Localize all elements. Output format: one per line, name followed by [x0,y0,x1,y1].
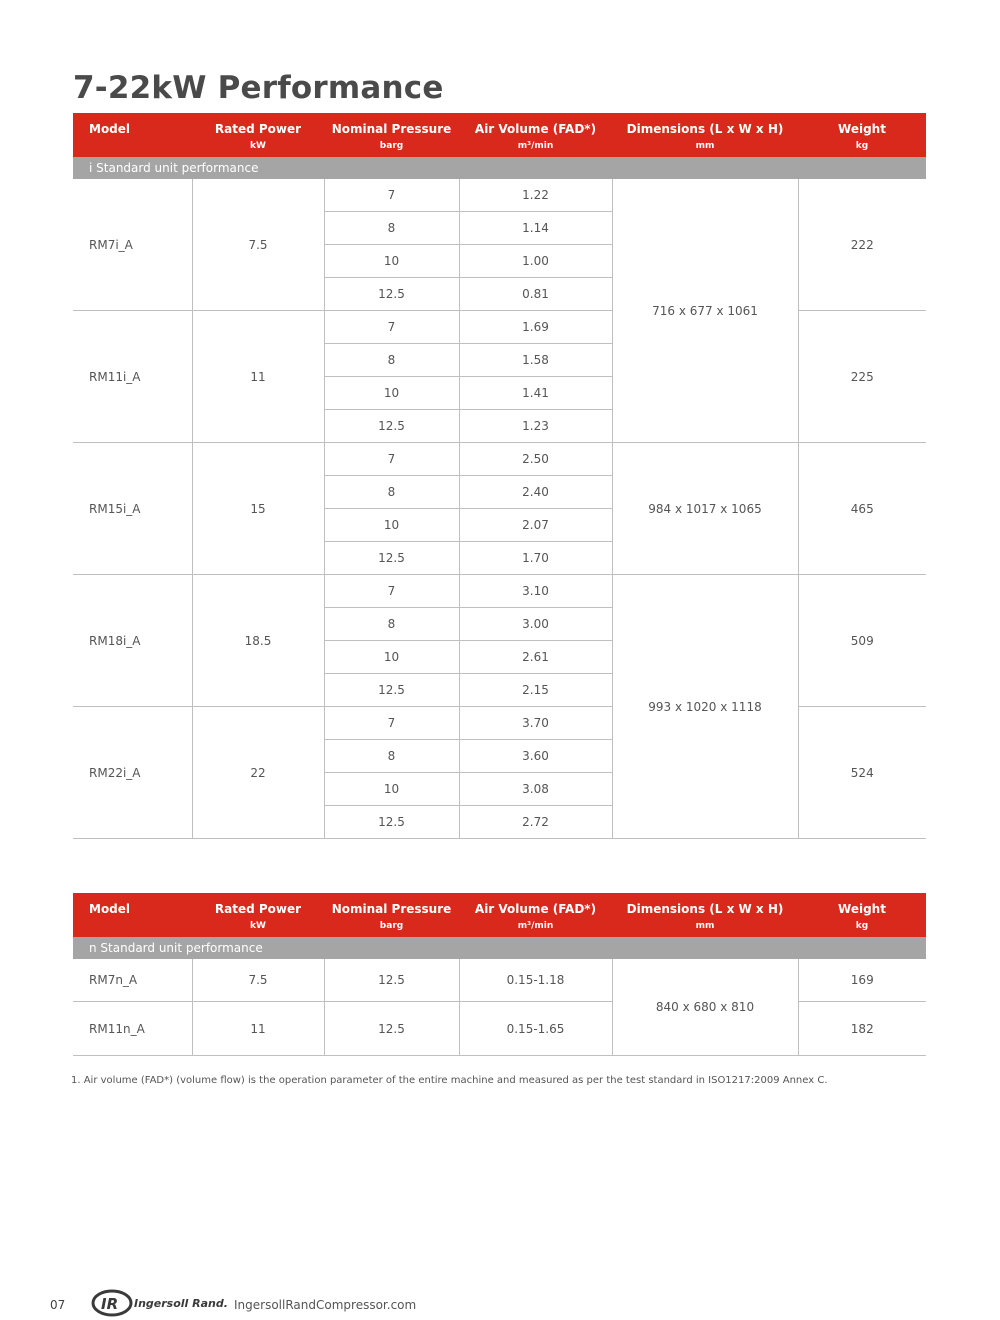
volume-cell: 1.58 [459,344,612,377]
volume-cell: 1.22 [459,179,612,212]
header-model: Model [73,113,192,157]
header-pressure: Nominal Pressure barg [324,113,459,157]
power-cell: 11 [192,1002,324,1056]
header-dimensions: Dimensions (L x W x H) mm [612,893,798,937]
volume-cell: 2.50 [459,443,612,476]
header-weight: Weight kg [798,113,926,157]
dimensions-cell: 716 x 677 x 1061 [612,179,798,443]
power-cell: 22 [192,707,324,839]
section-band: i Standard unit performance [73,157,926,179]
weight-cell: 225 [798,311,926,443]
ingersoll-rand-logo [90,1288,230,1318]
volume-cell: 2.72 [459,806,612,839]
pressure-cell: 7 [324,179,459,212]
volume-cell: 2.15 [459,674,612,707]
volume-cell: 1.23 [459,410,612,443]
volume-cell: 3.10 [459,575,612,608]
dimensions-cell: 840 x 680 x 810 [612,959,798,1056]
weight-cell: 465 [798,443,926,575]
volume-cell: 1.41 [459,377,612,410]
volume-cell: 1.70 [459,542,612,575]
pressure-cell: 10 [324,377,459,410]
table-row [73,443,926,476]
pressure-cell: 7 [324,443,459,476]
power-cell: 7.5 [192,959,324,1002]
volume-cell: 0.15-1.18 [459,959,612,1002]
volume-cell: 2.40 [459,476,612,509]
svg-text:IR: IR [101,1295,119,1313]
table-row [73,575,926,608]
volume-cell: 2.61 [459,641,612,674]
power-cell: 15 [192,443,324,575]
pressure-cell: 8 [324,608,459,641]
section-band: n Standard unit performance [73,937,926,959]
pressure-cell: 12.5 [324,542,459,575]
performance-table-n [73,893,926,1056]
model-cell: RM7n_A [73,959,192,1002]
pressure-cell: 12.5 [324,674,459,707]
model-cell: RM7i_A [73,179,192,311]
volume-cell: 2.07 [459,509,612,542]
pressure-cell: 12.5 [324,1002,459,1056]
pressure-cell: 7 [324,707,459,740]
header-air-volume: Air Volume (FAD*) m³/min [459,893,612,937]
footnote: 1. Air volume (FAD*) (volume flow) is the operation parameter of the entire machine and measured as per the test standard in ISO1217:2009 Annex C. [71,1075,828,1086]
pressure-cell: 7 [324,311,459,344]
pressure-cell: 12.5 [324,410,459,443]
model-cell: RM11n_A [73,1002,192,1056]
header-air-volume: Air Volume (FAD*) m³/min [459,113,612,157]
svg-text:Ingersoll Rand.: Ingersoll Rand. [134,1297,228,1310]
table-row [73,707,926,740]
volume-cell: 3.70 [459,707,612,740]
power-cell: 11 [192,311,324,443]
table-row [73,1002,926,1056]
pressure-cell: 10 [324,245,459,278]
pressure-cell: 7 [324,575,459,608]
model-cell: RM15i_A [73,443,192,575]
volume-cell: 3.60 [459,740,612,773]
weight-cell: 222 [798,179,926,311]
volume-cell: 1.69 [459,311,612,344]
page-title: 7-22kW Performance [73,70,444,106]
model-cell: RM11i_A [73,311,192,443]
power-cell: 7.5 [192,179,324,311]
volume-cell: 3.00 [459,608,612,641]
volume-cell: 0.15-1.65 [459,1002,612,1056]
website-link[interactable]: IngersollRandCompressor.com [234,1298,417,1312]
header-rated-power: Rated Power kW [192,113,324,157]
weight-cell: 524 [798,707,926,839]
volume-cell: 0.81 [459,278,612,311]
page-number: 07 [50,1298,66,1312]
performance-table-i [73,113,926,839]
header-pressure: Nominal Pressure barg [324,893,459,937]
header-rated-power: Rated Power kW [192,893,324,937]
table-row [73,179,926,212]
pressure-cell: 10 [324,641,459,674]
table-header [73,893,926,937]
dimensions-cell: 984 x 1017 x 1065 [612,443,798,575]
header-dimensions: Dimensions (L x W x H) mm [612,113,798,157]
pressure-cell: 8 [324,740,459,773]
volume-cell: 1.00 [459,245,612,278]
volume-cell: 1.14 [459,212,612,245]
pressure-cell: 12.5 [324,278,459,311]
weight-cell: 509 [798,575,926,707]
page-footer [50,1288,650,1320]
pressure-cell: 8 [324,476,459,509]
header-model: Model [73,893,192,937]
pressure-cell: 8 [324,212,459,245]
table-header [73,113,926,157]
table-row [73,959,926,1002]
header-weight: Weight kg [798,893,926,937]
pressure-cell: 10 [324,509,459,542]
pressure-cell: 8 [324,344,459,377]
pressure-cell: 12.5 [324,959,459,1002]
pressure-cell: 10 [324,773,459,806]
model-cell: RM22i_A [73,707,192,839]
dimensions-cell: 993 x 1020 x 1118 [612,575,798,839]
weight-cell: 182 [798,1002,926,1056]
weight-cell: 169 [798,959,926,1002]
pressure-cell: 12.5 [324,806,459,839]
model-cell: RM18i_A [73,575,192,707]
power-cell: 18.5 [192,575,324,707]
table-row [73,311,926,344]
volume-cell: 3.08 [459,773,612,806]
